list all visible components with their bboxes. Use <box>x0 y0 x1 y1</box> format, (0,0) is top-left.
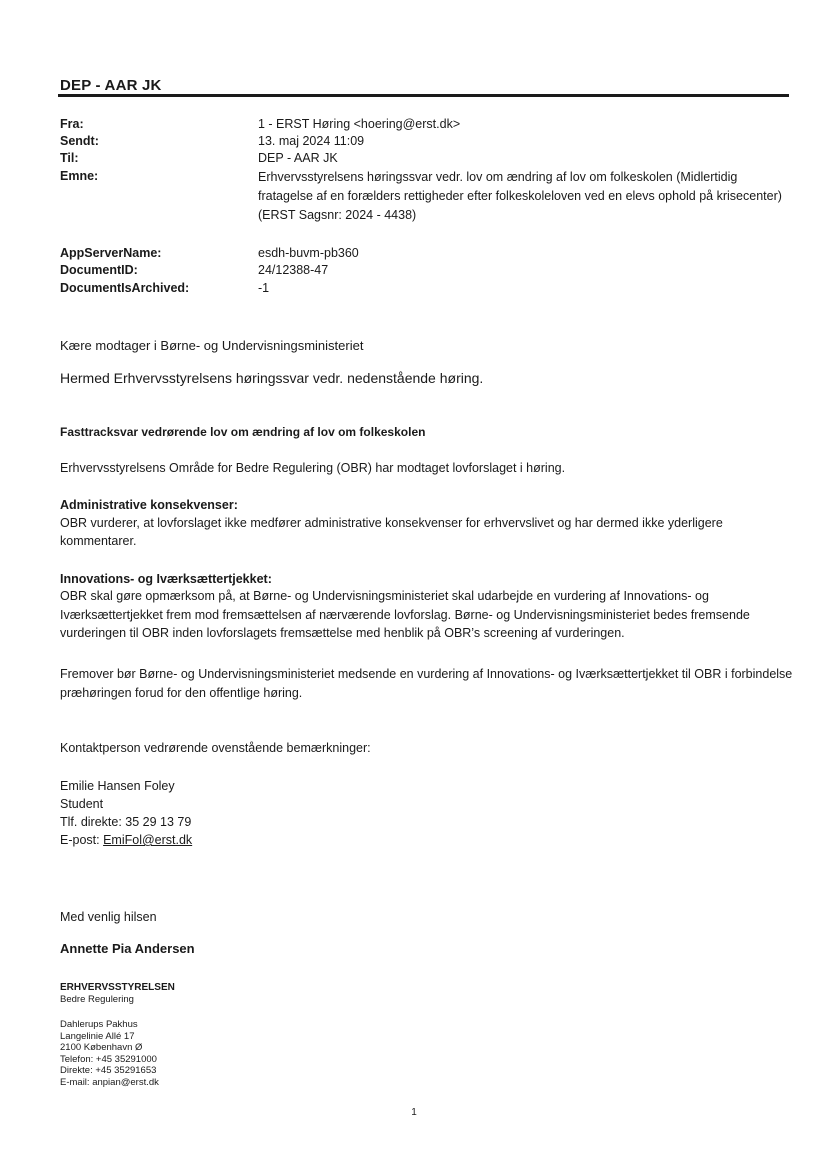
address-line-2: Langelinie Allé 17 <box>60 1030 135 1042</box>
greeting: Kære modtager i Børne- og Undervisningsministeriet <box>60 338 364 353</box>
received-text: Erhvervsstyrelsens Område for Bedre Regulering (OBR) har modtaget lovforslaget i høring. <box>60 461 566 475</box>
signature-email: E-mail: anpian@erst.dk <box>60 1076 159 1088</box>
signer-name: Annette Pia Andersen <box>60 941 195 956</box>
documentid-label: DocumentID: <box>60 263 138 277</box>
appserver-value: esdh-buvm-pb360 <box>258 246 359 260</box>
subject-value: Erhvervsstyrelsens høringssvar vedr. lov om ændring af lov om folkeskolen (Midlertidig fratagelse af en forælders rettigheder efter folkeskoleloven ved en elevs ophold på krisecenter)(ERST Sagsnr: 2024 - 4438) <box>258 170 782 222</box>
org-name: ERHVERVSSTYRELSEN <box>60 982 175 993</box>
sent-value: 13. maj 2024 11:09 <box>258 134 365 148</box>
innovation-heading: Innovations- og Iværksættertjekket: <box>60 572 272 586</box>
admin-text: OBR vurderer, at lovforslaget ikke medfører administrative konsekvenser for erhvervslivet og har dermed ikke yderligere kommentarer. <box>60 516 723 548</box>
org-dept: Bedre Regulering <box>60 994 134 1005</box>
archived-label: DocumentIsArchived: <box>60 281 190 295</box>
admin-heading: Administrative konsekvenser: <box>60 498 238 512</box>
sent-label: Sendt: <box>60 134 99 148</box>
header-divider <box>58 94 789 97</box>
contact-phone <box>60 813 795 831</box>
innovation-text: OBR skal gøre opmærksom på, at Børne- og Undervisningsministeriet skal udarbejde en vurdering af Innovations- og Iværksættertjekket frem mod fremsættelsen af nærværende lovforslag. Børne- og Undervisningsministeriet bedes fremsende vurderingen til OBR inden lovforslagets fremsættelse med henblik på OBR’s screening af vurderingen. <box>60 589 750 640</box>
page-number: 1 <box>411 1107 417 1118</box>
signature-direct: Direkte: +45 35291653 <box>60 1065 157 1076</box>
closing: Med venlig hilsen <box>60 910 157 924</box>
document-title: DEP - AAR JK <box>60 77 162 94</box>
contact-role: Student <box>60 797 104 811</box>
email-link[interactable]: EmiFol@erst.dk <box>103 833 193 847</box>
appserver-label: AppServerName: <box>60 246 162 260</box>
archived-value: -1 <box>258 281 270 295</box>
documentid-value: 24/12388-47 <box>258 263 329 277</box>
forward-text: Fremover bør Børne- og Undervisningsministeriet medsende en vurdering af Innovations- og Iværksættertjekket til OBR i forbindelse præhøringen forud for den offentlige høring. <box>60 667 793 700</box>
address-line-1: Dahlerups Pakhus <box>60 1019 138 1030</box>
intro-line: Hermed Erhvervsstyrelsens høringssvar vedr. nedenstående høring. <box>60 370 484 386</box>
phone-number: 35 29 13 79 <box>125 815 192 829</box>
address-line-3: 2100 København Ø <box>60 1042 143 1053</box>
phone-label: Tlf. direkte: <box>60 815 126 829</box>
from-value: 1 - ERST Høring <hoering@erst.dk> <box>258 117 461 131</box>
signature-phone: Telefon: +45 35291000 <box>60 1053 157 1065</box>
from-label: Fra: <box>60 117 84 131</box>
email-label: E-post: <box>60 833 104 847</box>
contact-intro: Kontaktperson vedrørende ovenstående bemærkninger: <box>60 741 371 755</box>
contact-name: Emilie Hansen Foley <box>60 779 175 793</box>
section-title: Fasttracksvar vedrørende lov om ændring af lov om folkeskolen <box>60 425 426 439</box>
contact-email <box>60 831 795 849</box>
to-value: DEP - AAR JK <box>258 151 338 165</box>
to-label: Til: <box>60 151 79 165</box>
subject-label: Emne: <box>60 169 99 183</box>
